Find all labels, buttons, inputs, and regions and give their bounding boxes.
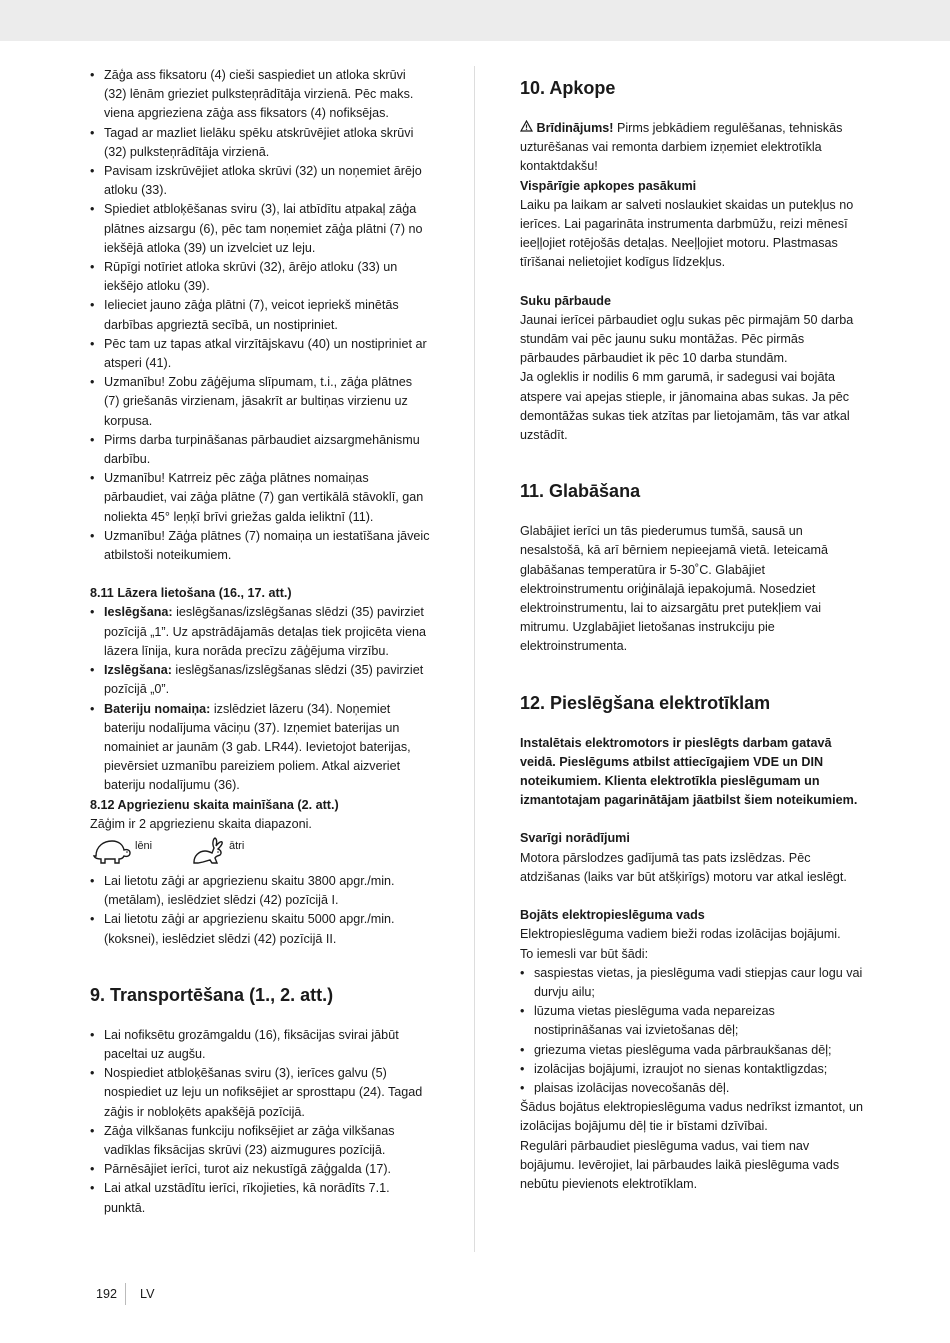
laser-item-label: Bateriju nomaiņa: bbox=[104, 701, 211, 716]
list-item: • Lai atkal uzstādītu ierīci, rīkojieties, kā norādīts 7.1. punktā. bbox=[90, 1179, 430, 1217]
top-bar bbox=[0, 0, 950, 41]
speed-icons bbox=[90, 836, 430, 872]
cable-reasons-list bbox=[520, 964, 865, 1098]
connection-heading: 12. Pieslēgšana elektrotīklam bbox=[520, 692, 771, 713]
list-item: • Lai nofiksētu grozāmgaldu (16), fiksācijas svirai jābūt paceltai uz augšu. bbox=[90, 1026, 430, 1064]
turtle-icon bbox=[90, 836, 132, 866]
cable-outro-2: Regulāri pārbaudiet pieslēguma vadus, vai tiem nav bojājumu. Ievērojiet, lai pārbaudes laikā pieslēguma vads nebūtu pievienots elektrotīklam. bbox=[520, 1138, 840, 1191]
general-text: Laiku pa laikam ar salveti noslaukiet skaidas un putekļus no ierīces. Lai pagarināta instrumenta darbmūžu, reizi mēnesī ieeļļojiet rotējošās detaļas. Neeļļojiet motoru. Plastmasas tīrīšanai nelietojiet kodīgus līdzekļus. bbox=[520, 197, 854, 270]
list-item bbox=[90, 603, 430, 661]
page-footer bbox=[96, 1283, 155, 1305]
speed-heading: 8.12 Apgriezienu skaita mainīšana (2. att.) bbox=[90, 797, 339, 812]
list-item: • Spiediet atbloķēšanas sviru (3), lai atbīdītu atpakaļ zāģa plātnes aizsargu (6), pēc tam noņemiet zāģa plātni (7) no iekšējā atloka (39) un izvelciet uz leju. bbox=[90, 200, 430, 258]
footer-divider bbox=[125, 1283, 126, 1305]
speed-list bbox=[90, 872, 430, 949]
list-item: • Pārnēsājiet ierīci, turot aiz nekustīgā zāģgalda (17). bbox=[90, 1160, 430, 1179]
speed-intro: Zāģim ir 2 apgriezienu skaita diapazoni. bbox=[90, 816, 312, 831]
list-item: • Tagad ar mazliet lielāku spēku atskrūvējiet atloka skrūvi (32) pulksteņrādītāja virzienā. bbox=[90, 124, 430, 162]
transport-heading: 9. Transportēšana (1., 2. att.) bbox=[90, 984, 334, 1005]
blade-change-list bbox=[90, 66, 430, 565]
storage-heading: 11. Glabāšana bbox=[520, 481, 641, 502]
speed-slow-label: lēni bbox=[135, 839, 153, 852]
brush-heading: Suku pārbaude bbox=[520, 293, 611, 308]
warning-label: Brīdinājums! bbox=[536, 121, 614, 135]
list-item: • plaisas izolācijas novecošanās dēļ. bbox=[520, 1079, 865, 1098]
notes-heading: Svarīgi norādījumi bbox=[520, 831, 630, 846]
list-item: • Uzmanību! Zāģa plātnes (7) nomaiņa un iestatīšana jāveic atbilstoši noteikumiem. bbox=[90, 527, 430, 565]
speed-fast bbox=[190, 836, 290, 866]
general-heading: Vispārīgie apkopes pasākumi bbox=[520, 178, 697, 193]
cable-heading: Bojāts elektropieslēguma vads bbox=[520, 908, 705, 923]
laser-item-label: Izslēgšana: bbox=[104, 663, 172, 678]
list-item: • Uzmanību! Katrreiz pēc zāģa plātnes nomaiņas pārbaudiet, vai zāģa plātne (7) gan vertikālā stāvoklī, gan noliekta 45° leņķī brīvi griežas galda ieliktnī (11). bbox=[90, 469, 430, 527]
cable-outro-1: Šādus bojātus elektropieslēguma vadus nedrīkst izmantot, un izolācijas bojājumu dēļ tie ir bīstami dzīvībai. bbox=[520, 1100, 864, 1134]
laser-item-label: Ieslēgšana: bbox=[104, 605, 173, 620]
rabbit-icon bbox=[190, 836, 226, 866]
page-number: 192 bbox=[96, 1287, 118, 1301]
maintenance-heading: 10. Apkope bbox=[520, 78, 616, 98]
list-item: • Pēc tam uz tapas atkal virzītājskavu (40) un nostipriniet ar atsperi (41). bbox=[90, 335, 430, 373]
column-divider bbox=[474, 66, 475, 1252]
warning-paragraph bbox=[520, 119, 865, 177]
storage-text: Glabājiet ierīci un tās piederumus tumšā, sausā un nesalstošā, kā arī bērniem nepieejamā vietā. Ieteicamā glabāšanas temperatūra ir 5-30˚C. Glabājiet elektroinstrumentu oriģinālajā iepakojumā. Nosedziet elektroinstrumentu, lai to aizsargātu pret putekļiem vai mitrumu. Uzglabājiet lietošanas instrukciju pie elektroinstrumenta. bbox=[520, 524, 829, 654]
speed-fast-label: ātri bbox=[229, 839, 245, 852]
cable-reasons-intro: To iemesli var būt šādi: bbox=[520, 946, 649, 961]
speed-slow bbox=[90, 836, 190, 866]
laser-item-text: ieslēgšanas/izslēgšanas slēdzi (35) pavirziet pozīcijā „1”. Uz apstrādājamās detaļas tiek projicēta viena lāzera līnija, kura norāda precīzu zāģējuma virzību. bbox=[104, 605, 426, 658]
laser-item-text: ieslēgšanas/izslēgšanas slēdzi (35) pavirziet pozīcijā „0”. bbox=[104, 663, 424, 697]
list-item: • Lai lietotu zāģi ar apgriezienu skaitu 3800 apgr./min. (metālam), ieslēdziet slēdzi (42) pozīcijā I. bbox=[90, 872, 430, 910]
list-item bbox=[90, 700, 430, 796]
brush-text-2: Ja ogleklis ir nodilis 6 mm garumā, ir sadegusi vai bojāta atspere vai apejas stieple, ir jānomaina abas sukas. Ja pēc demontāžas sukas tiek atzītas par lietojamām, tās var atkal uzstādīt. bbox=[520, 370, 850, 443]
list-item: • Pirms darba turpināšanas pārbaudiet aizsargmehānismu darbību. bbox=[90, 431, 430, 469]
list-item: • Nospiediet atbloķēšanas sviru (3), ierīces galvu (5) nospiediet uz leju un nofiksējiet ar sprosttapu (24). Tagad zāģis ir nobloķēts apakšējā pozīcijā. bbox=[90, 1064, 430, 1122]
list-item: • Rūpīgi notīriet atloka skrūvi (32), ārējo atloku (33) un iekšējo atloku (39). bbox=[90, 258, 430, 296]
warning-text: Pirms jebkādiem regulēšanas, tehniskās uzturēšanas vai remonta darbiem izņemiet elektrotīkla kontaktdakšu! bbox=[520, 121, 843, 174]
laser-list bbox=[90, 603, 430, 795]
cable-intro: Elektropieslēguma vadiem bieži rodas izolācijas bojājumi. bbox=[520, 927, 841, 942]
left-column bbox=[90, 66, 430, 1218]
list-item: • Uzmanību! Zobu zāģējuma slīpumam, t.i., zāģa plātnes (7) griešanās virzienam, jāsakrīt ar bultiņas virzienu uz korpusa. bbox=[90, 373, 430, 431]
warning-icon bbox=[520, 120, 533, 132]
list-item: • Zāģa ass fiksatoru (4) cieši saspiediet un atloka skrūvi (32) lēnām grieziet pulksteņrādītāja virzienā. Pēc maks. viena apgrieziena zāģa ass fiksators (4) nofiksējas. bbox=[90, 66, 430, 124]
connection-notice: Instalētais elektromotors ir pieslēgts darbam gatavā veidā. Pieslēgums atbilst attiecīgajiem VDE un DIN noteikumiem. Klienta elektrotīkla pieslēgumam un izmantotajam pagarinātājam jāatbilst šiem noteikumiem. bbox=[520, 735, 858, 808]
right-column bbox=[520, 66, 865, 1194]
list-item: • Ielieciet jauno zāģa plātni (7), veicot iepriekš minētās darbības apgrieztā secībā, un nostipriniet. bbox=[90, 296, 430, 334]
list-item: • saspiestas vietas, ja pieslēguma vadi stiepjas caur logu vai durvju ailu; bbox=[520, 964, 865, 1002]
notes-text: Motora pārslodzes gadījumā tas pats izslēdzas. Pēc atdzišanas (laiks var būt atšķirīgs) motoru var atkal ieslēgt. bbox=[520, 850, 847, 884]
list-item: • Pavisam izskrūvējiet atloka skrūvi (32) un noņemiet ārējo atloku (33). bbox=[90, 162, 430, 200]
transport-list bbox=[90, 1026, 430, 1218]
list-item: • Zāģa vilkšanas funkciju nofiksējiet ar zāģa vilkšanas vadīklas fiksācijas skrūvi (23) aizmugures pozīcijā. bbox=[90, 1122, 430, 1160]
laser-heading: 8.11 Lāzera lietošana (16., 17. att.) bbox=[90, 586, 292, 601]
brush-text-1: Jaunai ierīcei pārbaudiet ogļu sukas pēc pirmajām 50 darba stundām vai pēc jaunu suku montāžas. Pēc pirmās pārbaudes pārbaudiet ik pēc 10 darba stundām. bbox=[520, 312, 854, 366]
list-item: • izolācijas bojājumi, izraujot no sienas kontaktligzdas; bbox=[520, 1060, 865, 1079]
list-item bbox=[90, 661, 430, 699]
language-code: LV bbox=[140, 1287, 155, 1301]
laser-item-text: izslēdziet lāzeru (34). Noņemiet bateriju nodalījuma vāciņu (37). Izņemiet baterijas un nomainiet ar jaunām (3 gab. LR44). Ievietojot baterijas, pievērsiet uzmanību pareiziem poliem. Atkal aizveriet bateriju nodalījumu (36). bbox=[104, 701, 411, 793]
list-item: • griezuma vietas pieslēguma vada pārbraukšanas dēļ; bbox=[520, 1041, 865, 1060]
list-item: • lūzuma vietas pieslēguma vada nepareizas nostiprināšanas vai izvietošanas dēļ; bbox=[520, 1002, 865, 1040]
list-item: • Lai lietotu zāģi ar apgriezienu skaitu 5000 apgr./min. (koksnei), ieslēdziet slēdzi (42) pozīcijā II. bbox=[90, 910, 430, 948]
